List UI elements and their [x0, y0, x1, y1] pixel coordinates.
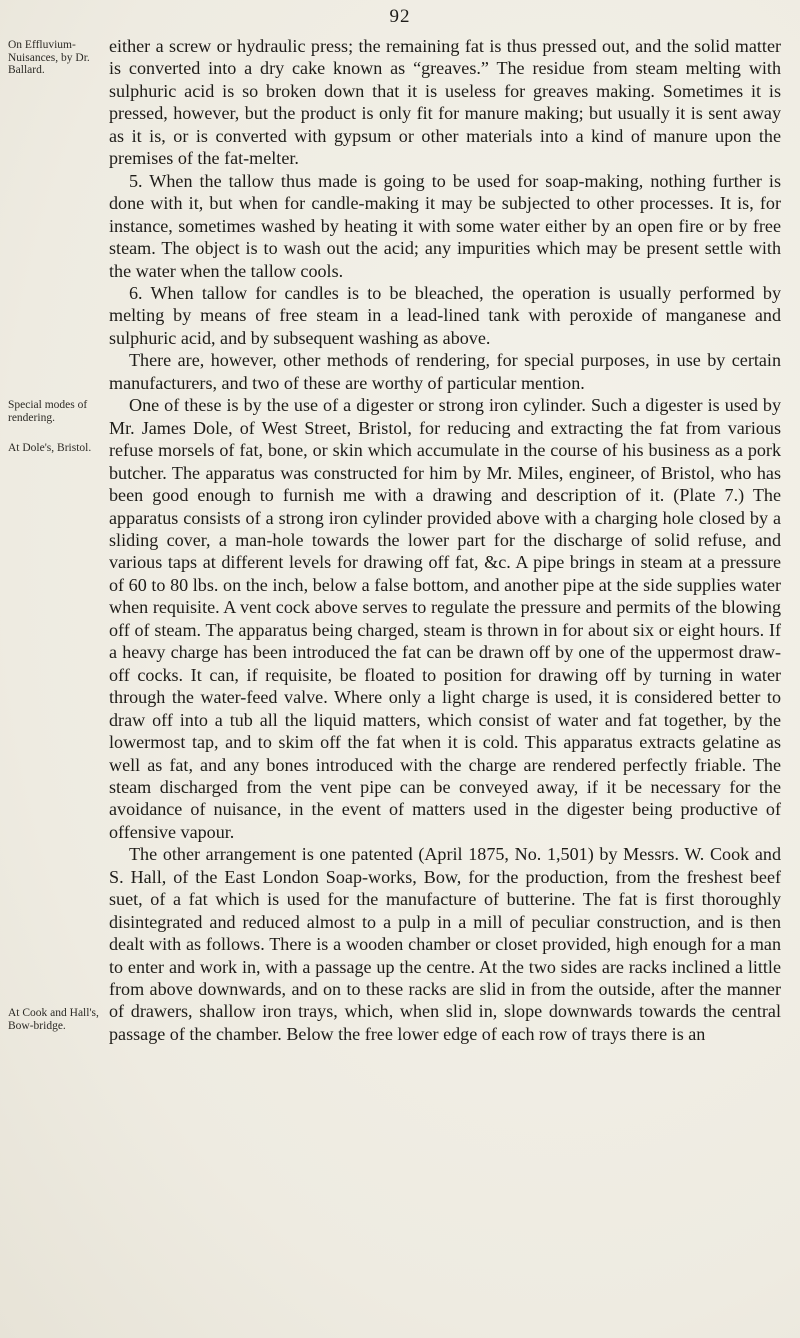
- margin-note-special-modes: Special modes of rendering.: [8, 399, 88, 424]
- body-text: [109, 35, 781, 1045]
- margin-note-cook-and-halls: At Cook and Hall's, Bow-bridge.: [8, 1007, 99, 1032]
- paragraph: There are, however, other methods of rendering, for special purposes, in use by certain manufacturers, and two of these are worthy of particular mention.: [109, 350, 781, 393]
- paragraph: 5. When the tallow thus made is going to be used for soap-making, nothing further is done with it, but when for candle-making it may be subjected to other processes. It is, for instance, sometimes washed by heating it with some water either by an open fire or by free steam. The object is to wash out the acid; any impurities which may be present settle with the water when the tallow cools.: [109, 170, 781, 281]
- margin-note-doles-bristol: At Dole's, Bristol.: [8, 442, 92, 454]
- page-number: 92: [389, 6, 411, 27]
- paragraph: either a screw or hydraulic press; the remaining fat is thus pressed out, and the solid matter is converted into a dry cake known as “greaves.” The residue from steam melting with sulphuric acid is so broken down that it is useless for greaves making. Sometimes it is pressed, however, but the product is only fit for manure making; but usually it is sent away as it is, or is converted with gypsum or other materials into a kind of manure upon the premises of the fat-melter.: [109, 36, 781, 169]
- paragraph: 6. When tallow for candles is to be bleached, the operation is usually performed by melting by means of free steam in a lead-lined tank with peroxide of manganese and sulphuric acid, and by subsequent washing as above.: [109, 282, 781, 348]
- paragraph: The other arrangement is one patented (April 1875, No. 1,501) by Messrs. W. Cook and S. Hall, of the East London Soap-works, Bow, for the production, from the freshest beef suet, of a fat which is used for the manufacture of butterine. The fat is first thoroughly disintegrated and reduced almost to a pulp in a mill of peculiar construction, and is then dealt with as follows. There is a wooden chamber or closet provided, high enough for a man to enter and work in, with a passage up the centre. At the two sides are racks inclined a little from above downwards, and on to these racks are slid in from the outside, after the manner of drawers, shallow iron trays, which, when slid in, slope downwards towards the central passage of the chamber. Below the free lower edge of each row of trays there is an: [109, 844, 781, 1044]
- paragraph: One of these is by the use of a digester or strong iron cylinder. Such a digester is used by Mr. James Dole, of West Street, Bristol, for reducing and extracting the fat from various refuse morsels of fat, bone, or skin which accumulate in the course of his business as a pork butcher. The apparatus was constructed for him by Mr. Miles, engineer, of Bristol, who has been good enough to furnish me with a drawing and description of it. (Plate 7.) The apparatus consists of a strong iron cylinder provided above with a charging hole closed by a sliding cover, a man-hole towards the lower part for the discharge of solid refuse, and various taps at different levels for drawing off fat, &c. A pipe brings in steam at a pressure of 60 to 80 lbs. on the inch, below a false bottom, and another pipe at the side supplies water when requisite. A vent cock above serves to regulate the pressure and permits of the blowing off of steam. The apparatus being charged, steam is thrown in for about six or eight hours. If a heavy charge has been introduced the fat can be drawn off by one of the uppermost draw-off cocks. It can, if requisite, be floated to position for drawing off by turning in water through the water-feed valve. Where only a light charge is used, it is considered better to draw off into a tub all the liquid matters, which consist of water and fat together, by the lowermost tap, and to skim off the fat when it is cold. This apparatus extracts gelatine as well as fat, and any bones introduced with the charge are rendered perfectly friable. The steam discharged from the vent pipe can be conveyed away, if it be necessary for the avoidance of nuisance, in the event of matters used in the digester being productive of offensive vapour.: [109, 395, 781, 842]
- margin-note-effluvium-nuisances: On Effluvium-Nuisances, by Dr. Ballard.: [8, 39, 90, 76]
